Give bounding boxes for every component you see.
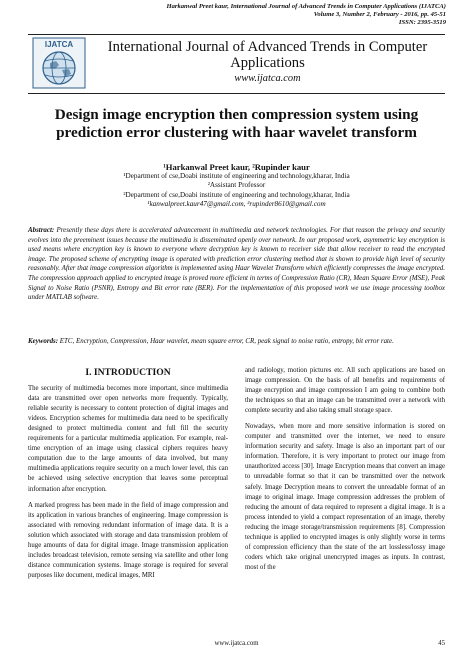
page-footer [28,640,445,652]
author-emails: ¹kanwalpreet.kaur47@gmail.com, ²rupinder8610@gmail.com [147,199,326,208]
affiliation-1: ¹Department of cse,Doabi institute of engineering and technology,kharar, India [123,172,350,181]
affiliation-3: ²Department of cse,Doabi institute of engineering and technology,kharar, India [123,190,350,199]
section-heading: I. INTRODUCTION [85,367,171,378]
footer-url: www.ijatca.com [214,640,259,647]
journal-masthead [28,34,445,94]
running-header-issn: ISSN: 2395-3519 [398,19,446,27]
globe-logo-icon [32,37,86,89]
body-paragraph: A marked progress has been made in the field of image compression and its application in various branches of engineering. Image compression is associated with removing redundant information of image data. It is a solution which associated with storage and data transmission problem of huge amounts of data for digital image. Image transmission application includes broadcast television, remote sensing via satellite and other long distance communication systems. Image storage is required for several purposes like document, medical images, MRI [28,501,228,579]
author-names: ¹Harkanwal Preet kaur, ²Rupinder kaur [163,162,310,172]
paper-title: Design image encryption then compression system using prediction error clustering with haar wavelet transform [54,106,419,141]
journal-title: International Journal of Advanced Trends in Computer Applications [107,39,428,71]
running-header [6,3,446,28]
author-block [28,163,445,209]
running-header-citation: Harkanwal Preet kaur, International Journal of Advanced Trends in Computer Applications (IJATCA) [166,3,446,10]
body-paragraph: The security of multimedia becomes more important, since multimedia data are transmitted over open networks more frequently. Typically, reliable security is necessary to content protection of digital images and videos. Encryption schemes for multimedia data need to be specifically designed to protect multimedia content and full fill the security requirements for a particular multimedia application. For example, real-time encryption of an image using classical ciphers requires heavy computation due to the large amounts of data involved, but many multimedia applications require security on a much lower level, this can be achieved using selective encryption that leaves some perceptual information after encryption. [28,385,228,493]
journal-url: www.ijatca.com [234,73,301,84]
body-paragraph: and radiology, motion pictures etc. All such applications are based on image compression. On the basis of all benefits and requirements of image encryption and image compression I am going to combine both the techniques so that an image can be transmitted over a network with complete security and also taking small storage space. [245,367,445,415]
abstract-text: Presently these days there is accelerated advancement in multimedia and network technologies. For that reason the privacy and security evolves into the preeminent issues because the multimedia is disseminated openly over network. In our proposed work, asymmetric key encryption is used means where encryption key is known to everyone where decryption key is known to receiver side that allow receiver to read the encrypted image. The proposed scheme of encrypting image is operated with prediction error clustering method that is shown to provide high level of security reasonably. After that image compression algorithm is implemented using Haar Wavelet Transform which efficiently compresses the image encrypted. The compression approach applied to encrypted image is proved more efficient in terms of Compression Ratio (CR), Mean Square Error (MSE), Peak Signal to Noise Ratio (PSNR), Entropy and Bit error rate (BER). For the implementation of this proposed work we use image processing toolbox under MATLAB software. [28,226,445,302]
abstract-label: Abstract: [28,226,55,234]
abstract [28,226,445,303]
body-paragraph: Nowadays, when more and more sensitive information is stored on computer and transmitted over the internet, we need to ensure information security and safety. Image is also an important part of our information. Therefore, it is very important to protect our image from unauthorized access [30]. Image Encryption means that convert an image to unreadable format so that it can be transmitted over the network safely. Image Decryption means to convert the unreadable format of an image to original image. Image compression addresses the problem of reducing the amount of data required to represent a digital image. It is a process intended to yield a compact representation of an image, thereby reducing the image storage/transmission requirements [8]. Compression technique is applied to encrypted images is only slightly worse in terms of compression efficiency than the state of the art lossless/lossy image coders which take original unencrypted images as inputs. In contrast, most of the [245,423,445,571]
body-column-left [28,366,228,581]
keywords-label: Keywords: [28,337,59,345]
keywords-text: ETC, Encryption, Compression, Haar wavelet, mean square error, CR, peak signal to noise ratio, entropy, bit error rate. [58,337,394,345]
affiliation-2: ²Assistant Professor [207,181,266,190]
running-header-volume: Volume 3, Number 2, February - 2016, pp. 45-51 [313,11,446,19]
page-number: 45 [438,640,445,647]
logo-text: IJATCA [44,40,74,49]
keywords [28,337,445,347]
body-column-right [245,366,445,573]
